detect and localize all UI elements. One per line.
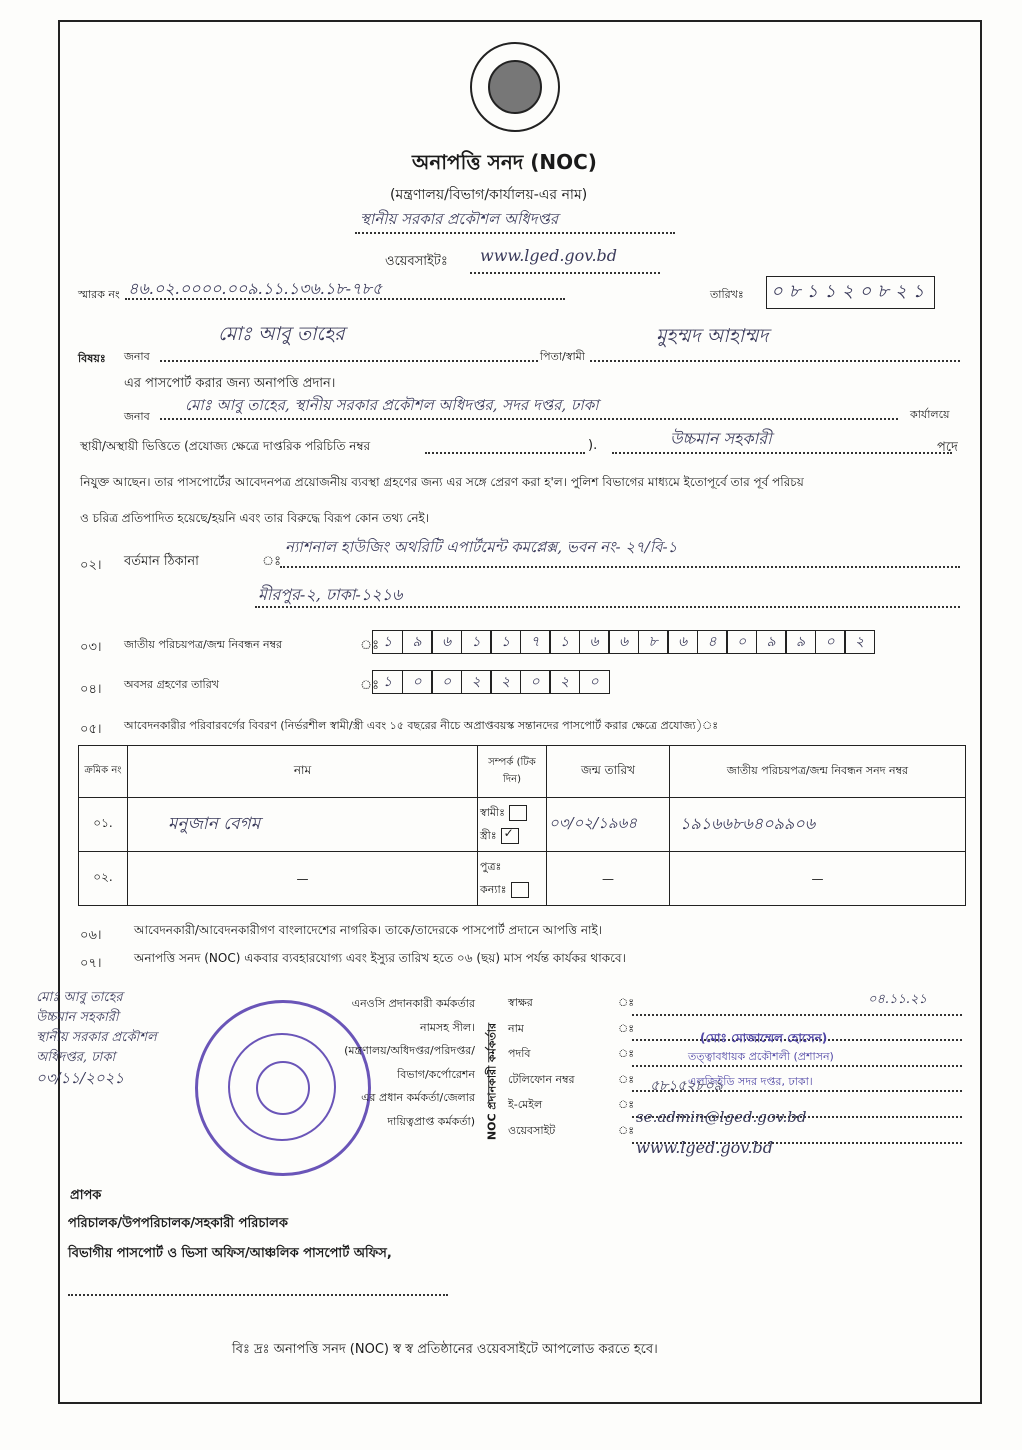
digit-box: ১ xyxy=(490,630,521,654)
retire-digit-boxes xyxy=(372,670,608,694)
document-title: অনাপত্তি সনদ (NOC) xyxy=(412,150,597,174)
officer-website: www.lged.gov.bd xyxy=(636,1138,774,1157)
memo-label: স্মারক নং xyxy=(78,288,120,301)
officer-title: তত্ত্বাবধায়ক প্রকৌশলী (প্রশাসন) xyxy=(688,1050,834,1063)
item-number-07: ০৭। xyxy=(80,956,102,971)
government-seal-icon xyxy=(470,42,560,132)
recipient-line2: বিভাগীয় পাসপোর্ট ও ভিসা অফিস/আঞ্চলিক পাসপোর্ট অফিস, xyxy=(68,1246,392,1261)
daughter-checkbox[interactable] xyxy=(511,882,529,898)
signature-field-label: ই-মেইল xyxy=(508,1098,543,1112)
officer-line: এনওসি প্রদানকারী কর্মকর্তার xyxy=(351,997,475,1010)
passport-line: এর পাসপোর্ট করার জন্য অনাপত্তি প্রদান। xyxy=(124,376,336,391)
signature-field-label: পদবি xyxy=(508,1047,531,1061)
col-dob: জন্ম তারিখ xyxy=(547,746,670,798)
janab2-label: জনাব xyxy=(124,410,150,423)
document-subtitle: (মন্ত্রণালয়/বিভাগ/কার্যালয়-এর নাম) xyxy=(390,187,588,203)
digit-box: ২ xyxy=(461,670,492,694)
digit-box: ২ xyxy=(844,630,875,654)
left-note-line: ০৩/১১/২০২১ xyxy=(36,1069,125,1087)
digit-box: ৬ xyxy=(608,630,639,654)
officer-email: se.admin@lged.gov.bd xyxy=(636,1108,807,1126)
digit-box: ০ xyxy=(579,670,610,694)
item-number-05: ০৫। xyxy=(80,722,102,737)
digit-box: ১ xyxy=(372,630,403,654)
field-colon: ঃ xyxy=(618,1021,635,1035)
officer-phone: ৫৮১৫২৮০৯ xyxy=(650,1078,723,1094)
field-colon: ঃ xyxy=(618,1123,635,1137)
left-note-line: উচ্চমান সহকারী xyxy=(36,1010,119,1025)
designation-suffix: পদে xyxy=(937,440,958,455)
digit-box: ২ xyxy=(490,670,521,694)
signature-field-label: নাম xyxy=(508,1021,524,1035)
family-label: আবেদনকারীর পরিবারবর্গের বিবরণ (নির্ভরশীল স্বামী/স্ত্রী এবং ১৫ বছরের নীচে অপ্রাপ্তবয়স্ক সন্তানদের পাসপোর্ট করার ক্ষেত্রে প্রযোজ্য)ঃ xyxy=(124,719,719,732)
col-nid: জাতীয় পরিচয়পত্র/জন্ম নিবন্ধন সনদ নম্বর xyxy=(670,746,966,798)
table-row: ০১. মনুজান বেগম স্বামীঃ স্ত্রীঃ✓ ০৩/০২/১৯৬৪ ১৯১৬৬৮৬৪০৯৯০৬ xyxy=(79,798,966,852)
spouse-husband-checkbox[interactable] xyxy=(509,805,527,821)
item-number-04: ০৪। xyxy=(80,682,102,697)
office-name: স্থানীয় সরকার প্রকৌশল অধিদপ্তর xyxy=(360,210,559,228)
address-line2: মীরপুর-২, ঢাকা-১২১৬ xyxy=(258,585,403,604)
digit-box: ৭ xyxy=(520,630,551,654)
para1: নিযুক্ত আছেন। তার পাসপোর্টের আবেদনপত্র প্রয়োজনীয় ব্যবস্থা গ্রহণের জন্য এর সঙ্গে প্রেরণ করা হ'ল। পুলিশ বিভাগের মাধ্যমে ইতোপূর্বে তার পূর্ব পরিচয় xyxy=(80,475,804,489)
signature-fields xyxy=(508,990,618,1144)
field-colon: ঃ xyxy=(618,1047,635,1061)
officer-lines xyxy=(290,992,475,1133)
col-name: নাম xyxy=(128,746,478,798)
field-colon: ঃ xyxy=(618,1072,635,1086)
officer-office: এলজিইডি সদর দপ্তর, ঢাকা। xyxy=(688,1075,813,1088)
item-number-02: ০২। xyxy=(80,558,102,573)
col-serial: ক্রমিক নং xyxy=(79,746,128,798)
digit-box: ০ xyxy=(815,630,846,654)
left-note-line: অধিদপ্তর, ঢাকা xyxy=(36,1050,116,1065)
date-value: ০৮১১২০৮২১ xyxy=(766,276,935,309)
nid-label: জাতীয় পরিচয়পত্র/জন্ম নিবন্ধন নম্বর xyxy=(124,638,283,651)
digit-box: ৯ xyxy=(402,630,433,654)
father-label: পিতা/স্বামী xyxy=(540,350,585,363)
digit-box: ৯ xyxy=(756,630,787,654)
permanent-line: স্থায়ী/অস্থায়ী ভিত্তিতে (প্রযোজ্য ক্ষেত্রে দাপ্তরিক পরিচিতি নম্বর xyxy=(80,439,371,453)
signature-date: ০৪.১১.২১ xyxy=(868,992,927,1007)
digit-box: ১ xyxy=(372,670,403,694)
para2: ও চরিত্র প্রতিপাদিত হয়েছে/হয়নি এবং তার বিরুদ্ধে বিরূপ কোন তথ্য নেই। xyxy=(80,511,430,525)
designation-value: উচ্চমান সহকারী xyxy=(670,429,772,448)
officer-line: নামসহ সীল। xyxy=(420,1020,475,1034)
noc-vertical-label: NOC প্রদানকারী কর্মকর্তার xyxy=(485,1022,499,1141)
officer-line: এর প্রধান কর্মকর্তা/জেলার xyxy=(361,1091,475,1104)
retire-label: অবসর গ্রহণের তারিখ xyxy=(124,678,219,691)
date-label: তারিখঃ xyxy=(710,288,744,301)
digit-box: ৪ xyxy=(697,630,728,654)
signature-field-label: ওয়েবসাইট xyxy=(508,1123,556,1137)
officer-line: (মন্ত্রণালয়/অধিদপ্তর/পরিদপ্তর/ xyxy=(344,1044,475,1057)
digit-box: ৯ xyxy=(785,630,816,654)
digit-box: ৬ xyxy=(579,630,610,654)
digit-box: ১ xyxy=(549,630,580,654)
subject-label: বিষয়ঃ xyxy=(78,352,106,365)
janab-label: জনাব xyxy=(124,350,150,363)
signature-field-label: স্বাক্ষর xyxy=(508,996,533,1009)
father-name: মুহম্মদ আহাম্মদ xyxy=(656,325,769,347)
field-colon: ঃ xyxy=(618,996,635,1009)
applicant-name: মোঃ আবু তাহের xyxy=(218,323,345,345)
digit-box: ৬ xyxy=(667,630,698,654)
handwritten-left-note xyxy=(36,988,194,1088)
col-relation: সম্পর্ক (টিক দিন) xyxy=(478,746,547,798)
memo-value: ৪৬.০২.০০০০.০০৯.১১.১৩৬.১৮-৭৮৫ xyxy=(128,279,383,298)
address-label: বর্তমান ঠিকানা xyxy=(124,554,199,569)
digit-box: ৮ xyxy=(638,630,669,654)
nid-digit-boxes xyxy=(372,630,874,654)
digit-box: ০ xyxy=(520,670,551,694)
officer-line: দায়িত্বপ্রাপ্ত কর্মকর্তা) xyxy=(387,1114,475,1128)
website-label: ওয়েবসাইটঃ xyxy=(385,254,448,269)
digit-box: ০ xyxy=(726,630,757,654)
spouse-wife-checkbox[interactable] xyxy=(501,828,519,844)
left-note-line: মোঃ আবু তাহের xyxy=(36,990,123,1005)
address-line1: ন্যাশনাল হাউজিং অথরিটি এপার্টমেন্ট কমপ্লেক্স, ভবন নং- ২৭/বি-১ xyxy=(285,538,678,556)
signature-field-label: টেলিফোন নম্বর xyxy=(508,1072,575,1086)
paren-close: ). xyxy=(588,438,598,453)
item-number-03: ০৩। xyxy=(80,640,102,655)
left-note-line: স্থানীয় সরকার প্রকৌশল xyxy=(36,1030,157,1045)
digit-box: ০ xyxy=(402,670,433,694)
office-suffix: কার্যালয়ে xyxy=(910,408,950,421)
digit-box: ৬ xyxy=(431,630,462,654)
recipient-line1: পরিচালক/উপপরিচালক/সহকারী পরিচালক xyxy=(68,1216,288,1231)
note-07: অনাপত্তি সনদ (NOC) একবার ব্যবহারযোগ্য এবং ইস্যুর তারিখ হতে ০৬ (ছয়) মাস পর্যন্ত কার্যকর থাকবে। xyxy=(134,951,626,965)
digit-box: ২ xyxy=(549,670,580,694)
recipient-label: প্রাপক xyxy=(70,1188,102,1203)
footer-note: বিঃ দ্রঃ অনাপত্তি সনদ (NOC) স্ব স্ব প্রতিষ্ঠানের ওয়েবসাইটে আপলোড করতে হবে। xyxy=(232,1342,658,1357)
note-06: আবেদনকারী/আবেদনকারীগণ বাংলাদেশের নাগরিক। তাকে/তাদেরকে পাসপোর্ট প্রদানে আপত্তি নাই। xyxy=(134,923,603,937)
digit-box: ০ xyxy=(431,670,462,694)
field-colon: ঃ xyxy=(618,1098,635,1112)
digit-box: ১ xyxy=(461,630,492,654)
family-table xyxy=(78,745,966,906)
officer-line: বিভাগ/কর্পোরেশন xyxy=(397,1067,475,1081)
table-row: ০২. — পুত্রঃ কন্যাঃ — — xyxy=(79,852,966,906)
item-number-06: ০৬। xyxy=(80,928,102,943)
officer-name: (মোঃ মোজাম্মেল হোসেন) xyxy=(700,1031,828,1045)
website-value: www.lged.gov.bd xyxy=(480,246,618,265)
applicant-office: মোঃ আবু তাহের, স্থানীয় সরকার প্রকৌশল অধিদপ্তর, সদর দপ্তর, ঢাকা xyxy=(185,396,599,414)
